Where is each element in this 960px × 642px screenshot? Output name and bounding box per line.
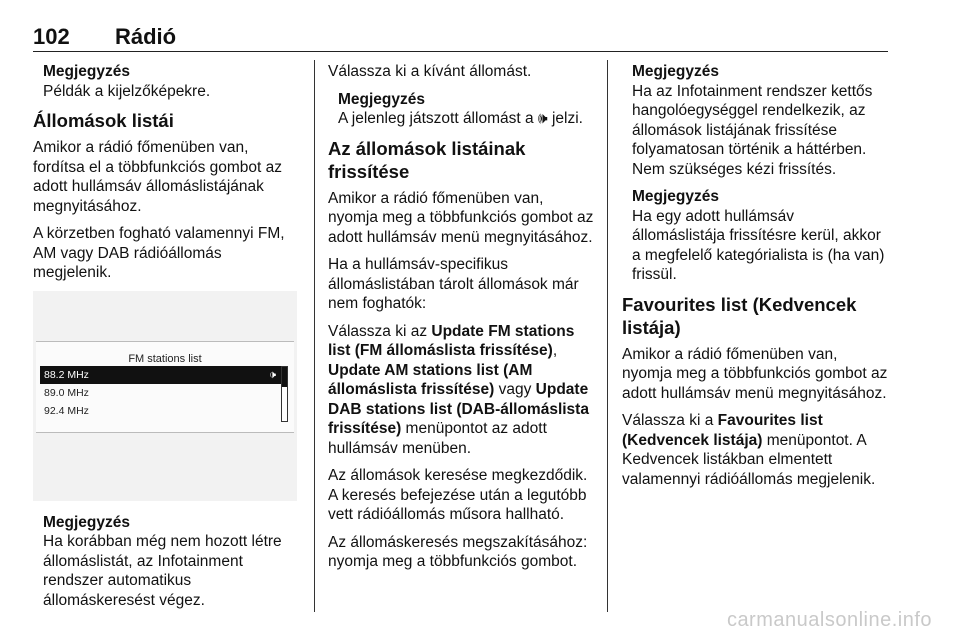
station-item[interactable]: 92.4 MHz <box>44 404 89 417</box>
note-title: Megjegyzés <box>632 188 720 205</box>
chapter-title: Rádió <box>115 24 177 49</box>
note <box>622 62 890 179</box>
note-text: A jelenleg játszott állomást a 🕪 jelzi. <box>338 110 583 127</box>
speaker-icon: 🕪 <box>537 110 548 127</box>
paragraph: Válassza ki az Update FM stations list (FM állomáslista frissítése), Update AM stations list (AM állomáslista frissítése) vagy Update DAB stations list (DAB-állomáslista frissítése) menüpontot az adott hullámsáv menüben. <box>328 322 589 457</box>
speaker-icon: 🕩 <box>269 368 276 381</box>
paragraph: Ha a hullámsáv-specifikus állomáslistában tárolt állomások már nem foghatók: <box>328 256 579 312</box>
watermark: carmanualsonline.info <box>726 609 932 631</box>
paragraph: Az állomáskeresés megszakításához: nyomja meg a többfunkciós gombot. <box>328 533 588 570</box>
note-title: Megjegyzés <box>632 63 720 80</box>
note-text: Ha korábban még nem hozott létre állomáslistát, az Infotainment rendszer automatikus állomáskeresést végez. <box>43 533 282 609</box>
paragraph: Az állomások keresése megkezdődik. A keresés befejezése után a legutóbb vett rádióállomás műsora hallható. <box>328 467 588 523</box>
column-divider <box>314 60 315 612</box>
station-item-selected[interactable]: 88.2 MHz 🕩 <box>40 366 282 384</box>
scrollbar[interactable] <box>281 366 288 422</box>
section-heading: Az állomások listáinak frissítése <box>328 137 526 182</box>
paragraph: Válassza ki a Favourites list (Kedvencek listája) menüpontot. A Kedvencek listákban elmentett valamennyi rádióállomás megjelenik. <box>622 412 876 488</box>
screen-title: FM stations list <box>128 352 202 365</box>
station-item[interactable]: 89.0 MHz <box>44 386 89 399</box>
column-divider <box>607 60 608 612</box>
page-number: 102 <box>33 24 70 49</box>
paragraph: Válassza ki a kívánt állomást. <box>328 63 532 80</box>
infotainment-screen <box>36 341 294 433</box>
column-3 <box>622 62 890 497</box>
note-title: Megjegyzés <box>43 513 131 531</box>
note-text: Ha egy adott hullámsáv állomáslistája frissítésre kerül, akkor a megfelelő kategórialista is (ha van) frissül. <box>632 207 885 283</box>
note-text: Példák a kijelzőképekre. <box>43 82 211 100</box>
note <box>328 90 596 129</box>
paragraph: Amikor a rádió főmenüben van, fordítsa el a többfunkciós gombot az adott hullámsáv állomáslistájának megnyitásához. <box>33 139 283 215</box>
header-divider <box>33 51 888 52</box>
note-title: Megjegyzés <box>338 90 426 108</box>
menu-item-reference: Update FM stations list (FM állomáslista frissítése) <box>328 322 575 359</box>
note-text: Ha az Infotainment rendszer kettős hangolóegységgel rendelkezik, az állomások listájának frissítése folyamatosan történik a háttérben. Nem szükséges kézi frissítés. <box>632 82 873 178</box>
page-header <box>33 22 888 52</box>
note-title: Megjegyzés <box>43 63 131 80</box>
note <box>33 62 301 101</box>
note <box>622 187 890 285</box>
scroll-thumb[interactable] <box>282 367 287 387</box>
note <box>33 513 301 611</box>
display-figure <box>33 291 297 501</box>
paragraph: Amikor a rádió főmenüben van, nyomja meg a többfunkciós gombot az adott hullámsáv menü megnyitásához. <box>328 189 594 246</box>
column-1 <box>33 62 301 618</box>
section-heading: Állomások listái <box>33 110 174 131</box>
menu-item-reference: Update DAB stations list (DAB-állomáslista frissítése) <box>328 381 589 437</box>
column-2 <box>328 62 596 580</box>
paragraph: A körzetben fogható valamennyi FM, AM vagy DAB rádióállomás megjelenik. <box>33 225 285 281</box>
station-list <box>40 366 282 420</box>
section-heading: Favourites list (Kedvencek listája) <box>622 293 857 338</box>
menu-item-reference: Favourites list (Kedvencek listája) <box>622 412 823 449</box>
menu-item-reference: Update AM stations list (AM állomáslista frissítése) <box>328 361 533 398</box>
paragraph: Amikor a rádió főmenüben van, nyomja meg a többfunkciós gombot az adott hullámsáv menü megnyitásához. <box>622 345 888 402</box>
